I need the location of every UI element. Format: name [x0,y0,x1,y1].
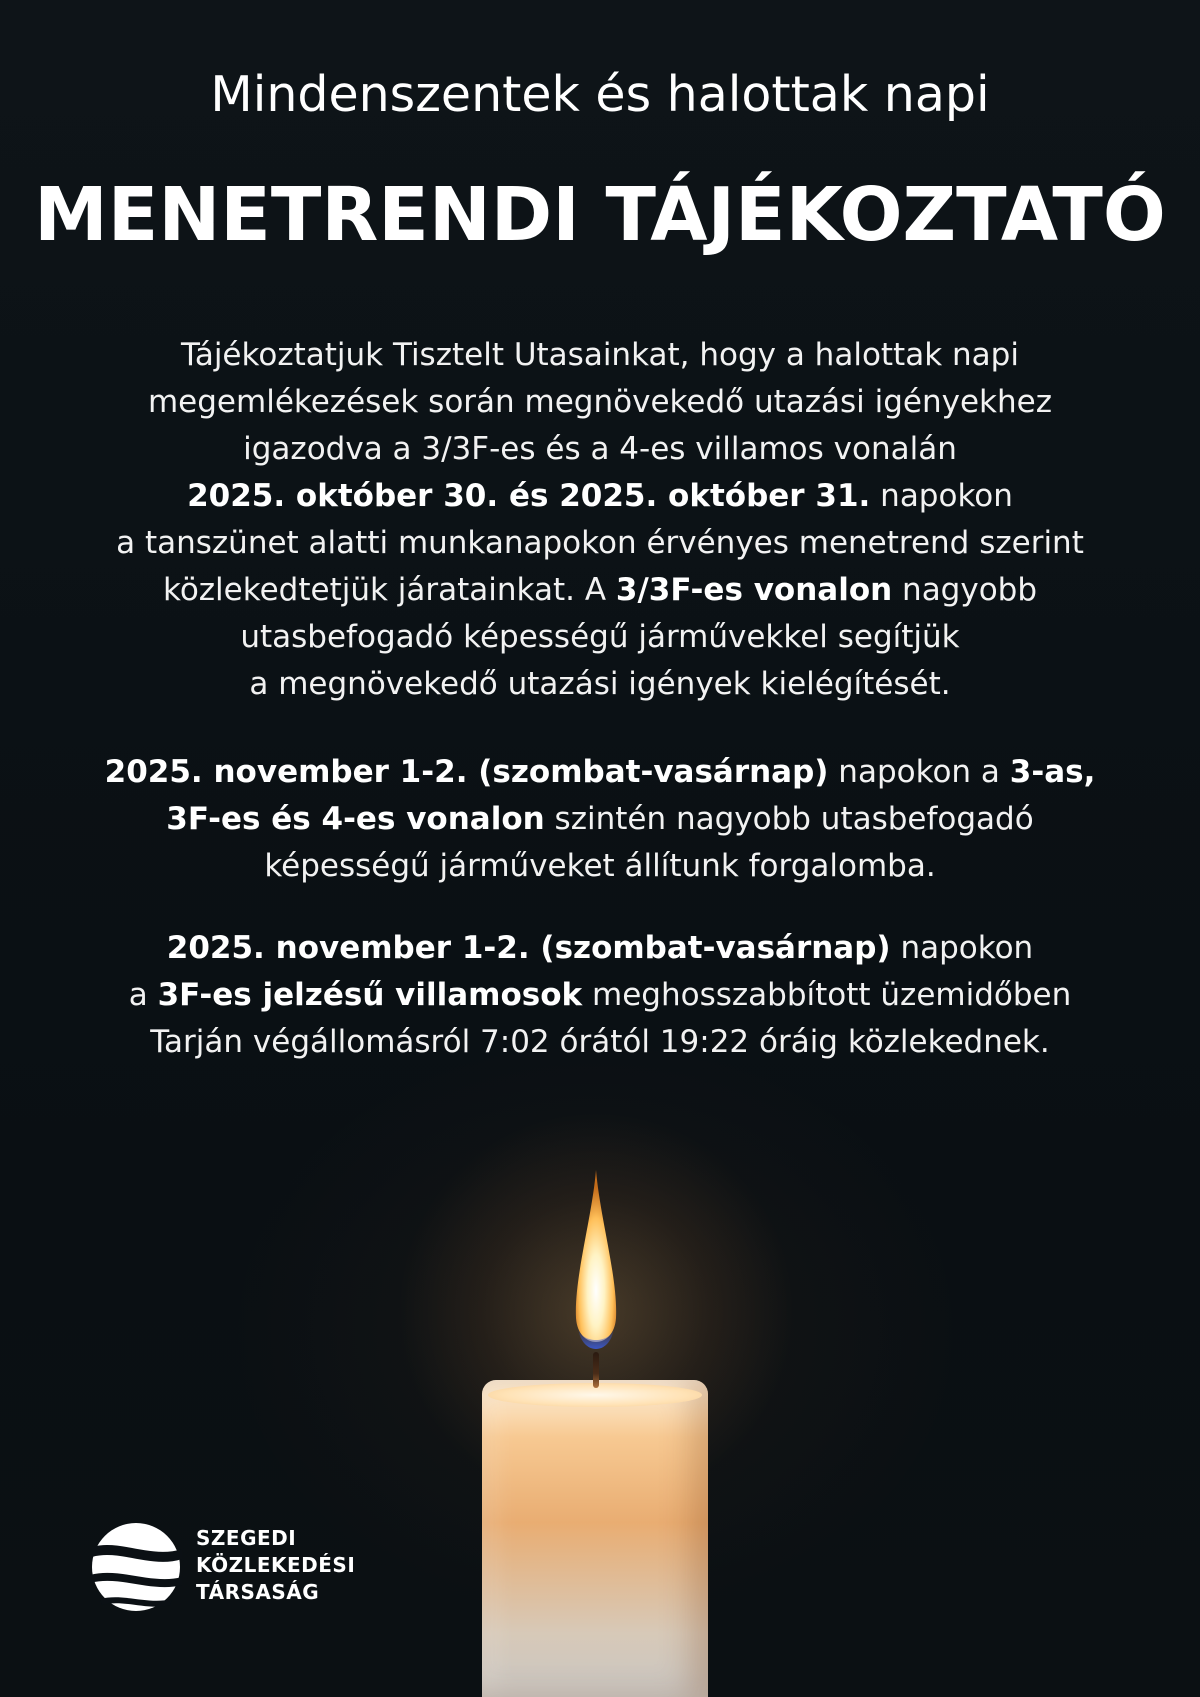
logo-text [196,1525,355,1606]
highlighted-text: 3F-es és 4-es vonalon [166,801,545,837]
text-run: megemlékezések során megnövekedő utazási igényekhez [147,384,1052,420]
text-run: közlekedtetjük járatainkat. A [162,572,616,608]
paragraph-line [60,661,1140,708]
text-run: képességű járműveket állítunk forgalomba. [264,848,936,884]
text-run: utasbefogadó képességű járművekkel segítjük [240,619,960,655]
paragraph-line [60,614,1140,661]
text-run: Tájékoztatjuk Tisztelt Utasainkat, hogy a halottak napi [181,337,1019,373]
paragraph-line [60,426,1140,473]
page-subtitle: Mindenszentek és halottak napi [210,66,990,123]
highlighted-text: 3/3F-es vonalon [615,572,893,608]
text-run: napokon [870,478,1013,514]
text-run: meghosszabbított üzemidőben [582,977,1072,1013]
page-title: MENETRENDI TÁJÉKOZTATÓ [34,172,1166,258]
text-run: igazodva a 3/3F-es és a 4-es villamos vonalán [243,431,957,467]
paragraph-line [60,1019,1140,1066]
company-logo [90,1519,370,1615]
paragraph-line [60,843,1140,890]
text-run: Tarján végállomásról 7:02 órától 19:22 óráig közlekednek. [150,1024,1050,1060]
paragraph-line [60,972,1140,1019]
highlighted-text: 3F-es jelzésű villamosok [157,977,583,1013]
paragraph-line [60,379,1140,426]
text-run: nagyobb [892,572,1038,608]
highlighted-text: 2025. október 30. és 2025. október 31. [187,478,871,514]
paragraph-line [60,925,1140,972]
text-run: szintén nagyobb utasbefogadó [544,801,1034,837]
highlighted-text: 2025. november 1-2. (szombat-vasárnap) [166,930,891,966]
info-paragraph-2 [60,749,1140,890]
highlighted-text: 3-as, [1009,754,1096,790]
paragraph-line [60,332,1140,379]
text-run: napokon [890,930,1034,966]
text-run: a [128,977,158,1013]
paragraph-line [60,520,1140,567]
paragraph-line [60,796,1140,843]
logo-line-2: KÖZLEKEDÉSI [196,1553,356,1577]
text-run: a tanszünet alatti munkanapokon érvényes menetrend szerint [116,525,1084,561]
text-run: napokon a [828,754,1010,790]
text-run: a megnövekedő utazási igények kielégítését. [249,666,951,702]
logo-line-3: TÁRSASÁG [196,1580,320,1604]
candle-icon [482,1380,708,1697]
info-paragraph-3 [60,925,1140,1066]
highlighted-text: 2025. november 1-2. (szombat-vasárnap) [104,754,829,790]
info-paragraph-1 [60,332,1140,708]
paragraph-line [60,749,1140,796]
flame-icon [568,1168,624,1368]
logo-line-1: SZEGEDI [196,1526,297,1550]
paragraph-line [60,567,1140,614]
paragraph-line [60,473,1140,520]
szkt-logo-icon [90,1519,182,1615]
